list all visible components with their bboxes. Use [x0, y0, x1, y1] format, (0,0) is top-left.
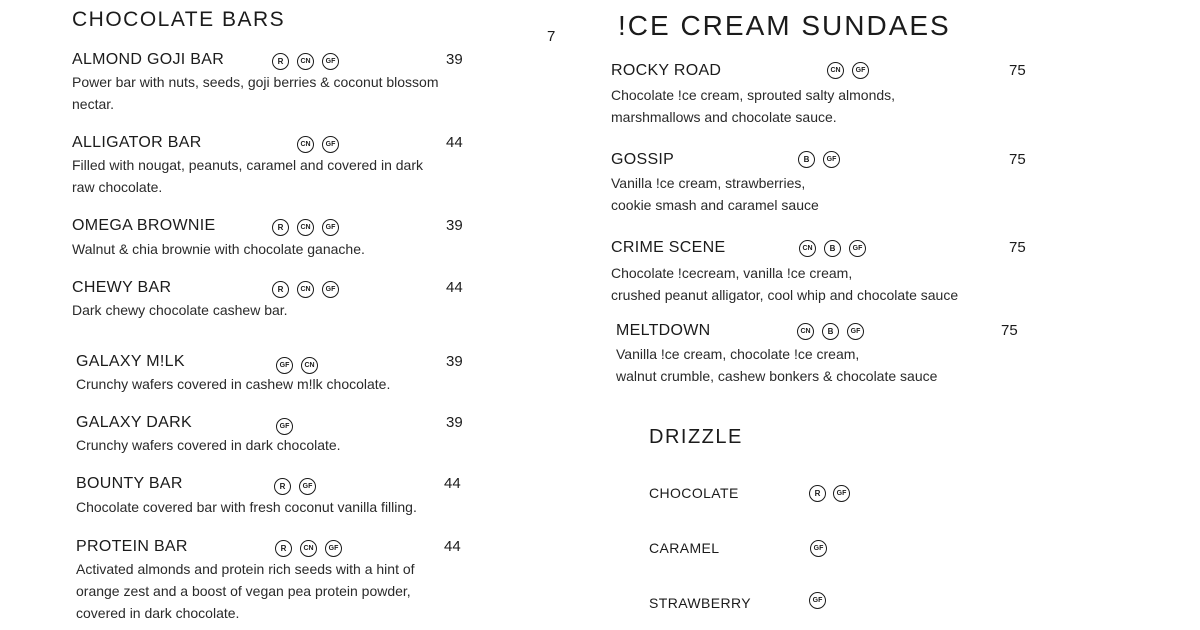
badge-icon: GF [299, 478, 316, 495]
item-price: 39 [446, 217, 463, 234]
item-price: 44 [446, 279, 463, 296]
badge-icon: GF [322, 281, 339, 298]
dietary-badges [809, 485, 850, 502]
dietary-badges [798, 151, 840, 168]
badge-icon: GF [833, 485, 850, 502]
item-description: Filled with nougat, peanuts, caramel and covered in dark raw chocolate. [72, 157, 423, 195]
item-price: 44 [444, 538, 461, 555]
menu-item-bounty-bar [76, 475, 472, 519]
dietary-badges [276, 418, 293, 435]
badge-icon: GF [847, 323, 864, 340]
item-description: Activated almonds and protein rich seeds with a hint of orange zest and a boost of vegan pea protein powder, covered in dark chocolate. [76, 561, 415, 621]
item-name: GALAXY DARK [76, 414, 192, 431]
dietary-badges [272, 281, 339, 298]
item-description: Chocolate !ce cream, sprouted salty almonds, marshmallows and chocolate sauce. [611, 87, 896, 125]
badge-icon: CN [799, 240, 816, 257]
badge-icon: GF [810, 540, 827, 557]
drizzle-name: STRAWBERRY [649, 595, 752, 611]
menu-item-crime-scene [611, 239, 1041, 305]
badge-icon: R [809, 485, 826, 502]
item-name: MELTDOWN [616, 322, 711, 339]
badge-icon: GF [809, 592, 826, 609]
badge-icon: CN [297, 281, 314, 298]
dietary-badges [272, 219, 339, 236]
menu-item-almond-goji-bar [72, 51, 472, 115]
badge-icon: CN [827, 62, 844, 79]
menu-item-alligator-bar [72, 134, 472, 198]
item-name: PROTEIN BAR [76, 538, 188, 555]
item-price: 39 [446, 51, 463, 68]
badge-icon: CN [301, 357, 318, 374]
item-name: BOUNTY BAR [76, 475, 183, 492]
badge-icon: B [822, 323, 839, 340]
item-name: CRIME SCENE [611, 239, 726, 256]
item-description: Power bar with nuts, seeds, goji berries & coconut blossom nectar. [72, 74, 439, 112]
drizzle-item-caramel [649, 540, 869, 560]
item-description: Dark chewy chocolate cashew bar. [72, 302, 288, 318]
badge-icon: GF [322, 136, 339, 153]
menu-item-protein-bar [76, 538, 472, 626]
menu-item-meltdown [616, 322, 1036, 388]
badge-icon: R [274, 478, 291, 495]
item-description: Chocolate !cecream, vanilla !ce cream, crushed peanut alligator, cool whip and chocolate sauce [611, 265, 959, 303]
badge-icon: GF [325, 540, 342, 557]
item-price: 75 [1001, 322, 1018, 339]
badge-icon: CN [297, 53, 314, 70]
item-name: ALMOND GOJI BAR [72, 51, 225, 68]
drizzle-item-chocolate [649, 485, 869, 505]
item-name: GOSSIP [611, 151, 675, 168]
item-description: Crunchy wafers covered in cashew m!lk chocolate. [76, 376, 391, 392]
badge-icon: R [272, 219, 289, 236]
dietary-badges [276, 357, 318, 374]
item-price: 39 [446, 414, 463, 431]
badge-icon: R [272, 281, 289, 298]
menu-item-chewy-bar [72, 279, 472, 323]
item-name: ALLIGATOR BAR [72, 134, 202, 151]
badge-icon: GF [322, 219, 339, 236]
badge-icon: CN [797, 323, 814, 340]
item-description: Vanilla !ce cream, strawberries, cookie smash and caramel sauce [611, 175, 819, 213]
badge-icon: GF [276, 357, 293, 374]
item-name: GALAXY M!LK [76, 353, 185, 370]
menu-item-rocky-road [611, 62, 1041, 128]
dietary-badges [810, 540, 827, 557]
badge-icon: CN [300, 540, 317, 557]
dietary-badges [274, 478, 316, 495]
item-name: CHEWY BAR [72, 279, 172, 296]
item-description: Chocolate covered bar with fresh coconut vanilla filling. [76, 499, 417, 515]
item-price: 75 [1009, 151, 1026, 168]
ice-cream-sundaes-title: !CE CREAM SUNDAES [618, 10, 951, 41]
badge-icon: R [275, 540, 292, 557]
badge-icon: CN [297, 136, 314, 153]
menu-item-galaxy-dark [76, 414, 472, 458]
dietary-badges [827, 62, 869, 79]
item-description: Crunchy wafers covered in dark chocolate. [76, 437, 341, 453]
badge-icon: GF [823, 151, 840, 168]
badge-icon: GF [852, 62, 869, 79]
item-name: ROCKY ROAD [611, 62, 722, 79]
dietary-badges [809, 592, 826, 609]
badge-icon: B [824, 240, 841, 257]
drizzle-item-strawberry [649, 595, 869, 615]
item-price: 75 [1009, 62, 1026, 79]
item-name: OMEGA BROWNIE [72, 217, 216, 234]
dietary-badges [297, 136, 339, 153]
menu-item-galaxy-milk [76, 353, 472, 397]
drizzle-title: DRIZZLE [649, 426, 743, 448]
badge-icon: GF [322, 53, 339, 70]
badge-icon: R [272, 53, 289, 70]
dietary-badges [799, 240, 866, 257]
chocolate-bars-title: CHOCOLATE BARS [72, 8, 286, 31]
item-price: 44 [446, 134, 463, 151]
item-price: 75 [1009, 239, 1026, 256]
item-description: Walnut & chia brownie with chocolate ganache. [72, 241, 365, 257]
item-price: 39 [446, 353, 463, 370]
drizzle-name: CARAMEL [649, 540, 720, 556]
badge-icon: GF [849, 240, 866, 257]
dietary-badges [275, 540, 342, 557]
menu-item-gossip [611, 151, 1041, 217]
dietary-badges [797, 323, 864, 340]
item-description: Vanilla !ce cream, chocolate !ce cream, walnut crumble, cashew bonkers & chocolate sauce [616, 346, 938, 384]
page-number: 7 [547, 28, 556, 45]
badge-icon: B [798, 151, 815, 168]
badge-icon: GF [276, 418, 293, 435]
badge-icon: CN [297, 219, 314, 236]
drizzle-name: CHOCOLATE [649, 485, 739, 501]
menu-item-omega-brownie [72, 217, 472, 261]
item-price: 44 [444, 475, 461, 492]
dietary-badges [272, 53, 339, 70]
